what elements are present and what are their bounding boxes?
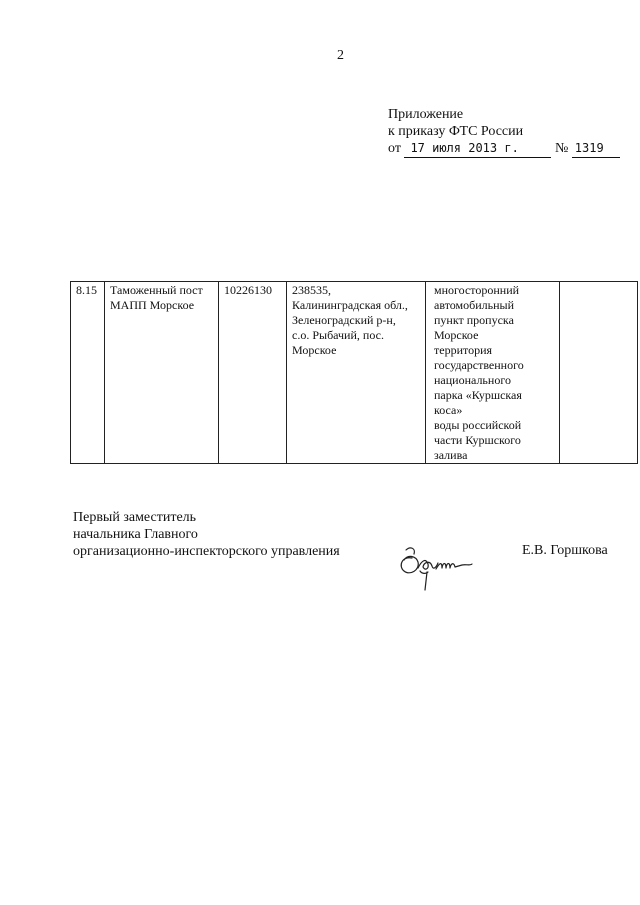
order-number: 1319 <box>572 140 620 158</box>
row-description: многосторонний автомобильный пункт пропуска Морское территория государственного национального парка «Куршская коса» воды российской части Куршского залива <box>426 282 560 464</box>
table-row <box>71 282 638 464</box>
signer-name: Е.В. Горшкова <box>522 543 608 558</box>
number-prefix: № <box>554 141 569 156</box>
date-prefix: от <box>388 141 401 156</box>
appendix-title: Приложение <box>388 107 464 122</box>
row-address: 238535, Калининградская обл., Зеленоградский р-н, с.о. Рыбачий, пос. Морское <box>287 282 426 464</box>
row-name: Таможенный пост МАПП Морское <box>105 282 219 464</box>
appendix-order-ref: к приказу ФТС России <box>388 124 524 139</box>
signer-position-line1: Первый заместитель <box>73 510 197 525</box>
order-date: 17 июля 2013 г. <box>404 140 551 158</box>
signature-block <box>73 509 340 560</box>
handwritten-signature <box>392 538 478 596</box>
row-code: 10226130 <box>219 282 287 464</box>
signer-position-line3: организационно-инспекторского управления <box>73 544 340 559</box>
checkpoint-table <box>70 281 638 464</box>
row-index: 8.15 <box>71 282 105 464</box>
page-number: 2 <box>337 48 344 63</box>
appendix-date-line <box>388 140 620 158</box>
signer-position-line2: начальника Главного <box>73 527 198 542</box>
appendix-header <box>388 106 620 158</box>
row-extra <box>560 282 638 464</box>
